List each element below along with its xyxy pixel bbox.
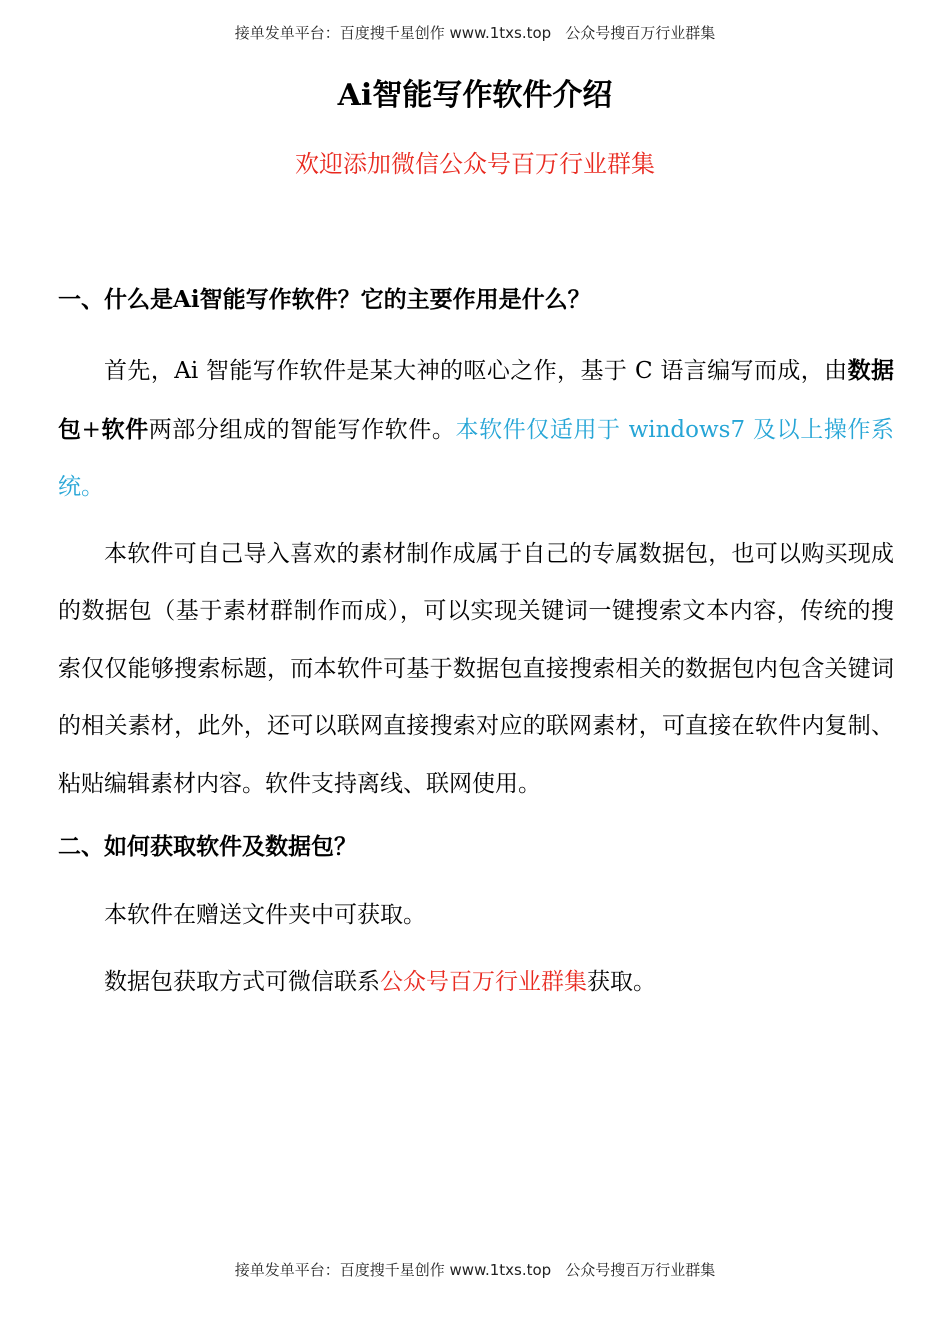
footer-platform-text: 接单发单平台：百度搜千星创作 www.1txs.top — [234, 1261, 552, 1279]
section-2-paragraph-2 — [58, 954, 894, 1012]
paragraph-text: 首先，Ai 智能写作软件是某大神的呕心之作，基于 C 语言编写而成，由 — [104, 358, 848, 384]
section-2-paragraph-1: 本软件在赠送文件夹中可获取。 — [104, 902, 426, 928]
section-1-paragraph-1 — [58, 342, 894, 517]
paragraph-text: 数据包获取方式可微信联系 — [104, 968, 380, 995]
plus-sign: + — [81, 416, 101, 443]
document-title: Ai智能写作软件介绍 — [337, 78, 613, 113]
bold-text-software: 软件 — [100, 415, 149, 443]
bold-text-data-package: 数据包 — [58, 357, 895, 443]
section-2-heading: 二、如何获取软件及数据包？ — [58, 833, 357, 860]
section-1-heading: 一、什么是Ai智能写作软件？它的主要作用是什么？ — [58, 286, 591, 313]
document-subtitle: 欢迎添加微信公众号百万行业群集 — [295, 150, 655, 178]
account-name-highlight: 公众号百万行业群集 — [380, 968, 587, 995]
document-body — [58, 280, 894, 1011]
header-platform-text: 接单发单平台：百度搜千星创作 www.1txs.top — [234, 24, 552, 42]
header-account-text: 公众号搜百万行业群集 — [565, 24, 716, 42]
paragraph-text: 两部分组成的智能写作软件。 — [148, 416, 456, 443]
paragraph-text: 获取。 — [587, 968, 656, 995]
page-header — [0, 22, 950, 43]
footer-account-text: 公众号搜百万行业群集 — [565, 1261, 716, 1279]
section-1-paragraph-2: 本软件可自己导入喜欢的素材制作成属于自己的专属数据包，也可以购买现成的数据包（基于素材群制作而成），可以实现关键词一键搜索文本内容，传统的搜索仅仅能够搜索标题，而本软件可基于数据包直接搜索相关的数据包内包含关键词的相关素材，此外，还可以联网直接搜索对应的联网素材，可直接在软件内复制、粘贴编辑素材内容。软件支持离线、联网使用。 — [58, 540, 894, 797]
os-requirement-note: 本软件仅适用于 windows7 及以上操作系统。 — [58, 416, 895, 500]
page-footer — [0, 1259, 950, 1280]
